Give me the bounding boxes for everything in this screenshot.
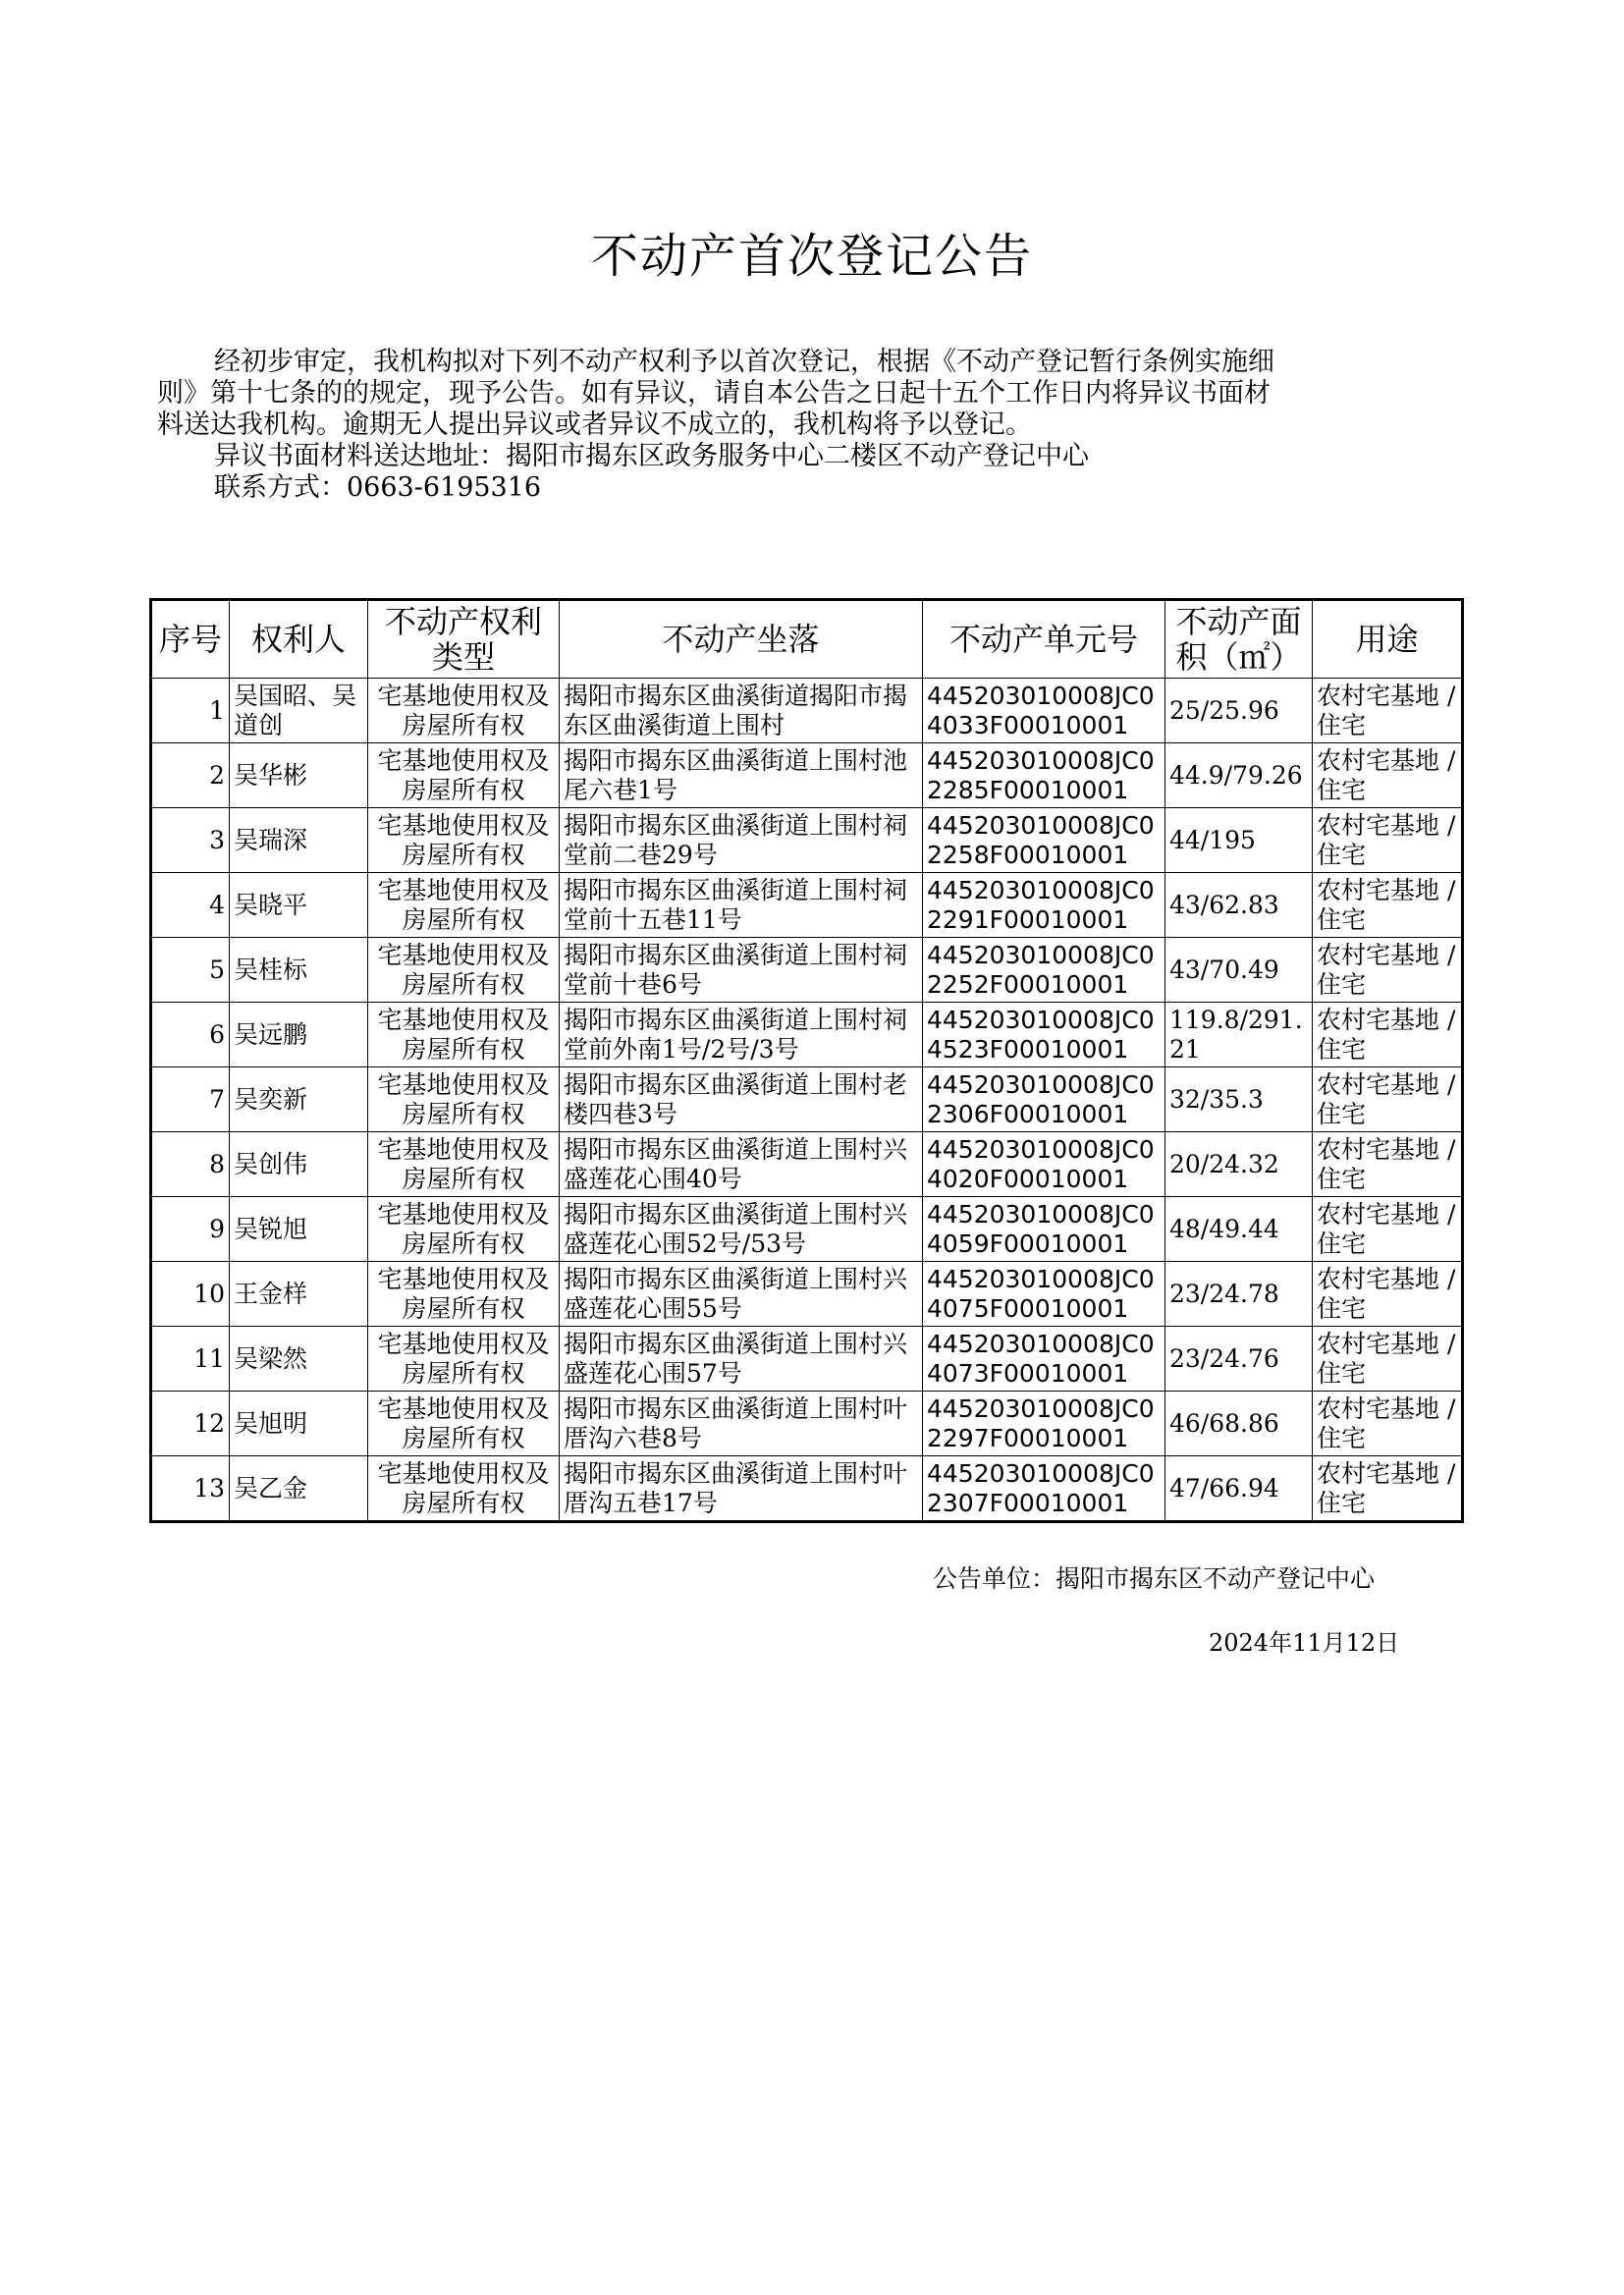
registration-table [149, 598, 1464, 1523]
cell-no: 13 [151, 1456, 230, 1522]
cell-no: 4 [151, 873, 230, 938]
cell-location: 揭阳市揭东区曲溪街道上围村祠堂前外南1号/2号/3号 [560, 1003, 923, 1067]
intro-line-3: 料送达我机构。逾期无人提出异议或者异议不成立的，我机构将予以登记。 [157, 410, 1032, 440]
header-use: 用途 [1313, 600, 1463, 679]
cell-area: 43/70.49 [1165, 938, 1313, 1003]
cell-unit: 445203010008JC02297F00010001 [923, 1392, 1165, 1456]
cell-location: 揭阳市揭东区曲溪街道上围村兴盛莲花心围55号 [560, 1262, 923, 1327]
table-row [151, 1327, 1463, 1392]
cell-unit: 445203010008JC04059F00010001 [923, 1197, 1165, 1262]
cell-unit: 445203010008JC02306F00010001 [923, 1067, 1165, 1132]
cell-holder: 吴远鹏 [230, 1003, 368, 1067]
cell-type: 宅基地使用权及房屋所有权 [368, 1392, 560, 1456]
cell-no: 7 [151, 1067, 230, 1132]
cell-type: 宅基地使用权及房屋所有权 [368, 873, 560, 938]
cell-location: 揭阳市揭东区曲溪街道揭阳市揭东区曲溪街道上围村 [560, 679, 923, 743]
intro-text [157, 347, 1463, 504]
cell-area: 43/62.83 [1165, 873, 1313, 938]
table-row [151, 1132, 1463, 1197]
cell-unit: 445203010008JC04073F00010001 [923, 1327, 1165, 1392]
page-title: 不动产首次登记公告 [590, 229, 1033, 284]
cell-type: 宅基地使用权及房屋所有权 [368, 808, 560, 873]
cell-location: 揭阳市揭东区曲溪街道上围村池尾六巷1号 [560, 743, 923, 808]
cell-type: 宅基地使用权及房屋所有权 [368, 1132, 560, 1197]
header-holder: 权利人 [230, 600, 368, 679]
cell-type: 宅基地使用权及房屋所有权 [368, 938, 560, 1003]
cell-holder: 吴乙金 [230, 1456, 368, 1522]
intro-line-2: 则》第十七条的的规定，现予公告。如有异议，请自本公告之日起十五个工作日内将异议书面材 [157, 378, 1271, 409]
table-row [151, 1003, 1463, 1067]
table-row [151, 808, 1463, 873]
cell-holder: 吴桂标 [230, 938, 368, 1003]
cell-type: 宅基地使用权及房屋所有权 [368, 1197, 560, 1262]
cell-no: 2 [151, 743, 230, 808]
cell-unit: 445203010008JC04033F00010001 [923, 679, 1165, 743]
cell-use: 农村宅基地 / 住宅 [1313, 1003, 1463, 1067]
cell-use: 农村宅基地 / 住宅 [1313, 1262, 1463, 1327]
cell-area: 25/25.96 [1165, 679, 1313, 743]
cell-unit: 445203010008JC04075F00010001 [923, 1262, 1165, 1327]
cell-use: 农村宅基地 / 住宅 [1313, 1456, 1463, 1522]
cell-holder: 吴梁然 [230, 1327, 368, 1392]
cell-holder: 王金样 [230, 1262, 368, 1327]
table-header-row [151, 600, 1463, 679]
cell-use: 农村宅基地 / 住宅 [1313, 808, 1463, 873]
cell-no: 1 [151, 679, 230, 743]
cell-location: 揭阳市揭东区曲溪街道上围村祠堂前十巷6号 [560, 938, 923, 1003]
cell-area: 44.9/79.26 [1165, 743, 1313, 808]
cell-no: 8 [151, 1132, 230, 1197]
cell-holder: 吴瑞深 [230, 808, 368, 873]
table-row [151, 679, 1463, 743]
cell-holder: 吴华彬 [230, 743, 368, 808]
cell-location: 揭阳市揭东区曲溪街道上围村祠堂前二巷29号 [560, 808, 923, 873]
cell-type: 宅基地使用权及房屋所有权 [368, 1067, 560, 1132]
cell-no: 5 [151, 938, 230, 1003]
contact-info: 联系方式：0663-6195316 [214, 472, 542, 503]
intro-line-1: 经初步审定，我机构拟对下列不动产权利予以首次登记，根据《不动产登记暂行条例实施细 [214, 347, 1274, 377]
cell-unit: 445203010008JC02258F00010001 [923, 808, 1165, 873]
cell-holder: 吴晓平 [230, 873, 368, 938]
cell-holder: 吴国昭、吴道创 [230, 679, 368, 743]
cell-no: 10 [151, 1262, 230, 1327]
cell-holder: 吴创伟 [230, 1132, 368, 1197]
table-row [151, 1456, 1463, 1522]
table-row [151, 1067, 1463, 1132]
cell-use: 农村宅基地 / 住宅 [1313, 679, 1463, 743]
cell-no: 6 [151, 1003, 230, 1067]
cell-type: 宅基地使用权及房屋所有权 [368, 1262, 560, 1327]
cell-area: 46/68.86 [1165, 1392, 1313, 1456]
header-type: 不动产权利类型 [368, 600, 560, 679]
cell-no: 9 [151, 1197, 230, 1262]
cell-location: 揭阳市揭东区曲溪街道上围村兴盛莲花心围52号/53号 [560, 1197, 923, 1262]
cell-location: 揭阳市揭东区曲溪街道上围村兴盛莲花心围40号 [560, 1132, 923, 1197]
cell-area: 47/66.94 [1165, 1456, 1313, 1522]
table-row [151, 1197, 1463, 1262]
cell-area: 44/195 [1165, 808, 1313, 873]
intro-paragraph [157, 347, 1463, 441]
cell-no: 11 [151, 1327, 230, 1392]
table-row [151, 743, 1463, 808]
cell-location: 揭阳市揭东区曲溪街道上围村兴盛莲花心围57号 [560, 1327, 923, 1392]
objection-address: 异议书面材料送达地址：揭阳市揭东区政务服务中心二楼区不动产登记中心 [214, 441, 1089, 471]
table-body [151, 679, 1463, 1522]
cell-unit: 445203010008JC04020F00010001 [923, 1132, 1165, 1197]
cell-area: 32/35.3 [1165, 1067, 1313, 1132]
cell-unit: 445203010008JC02285F00010001 [923, 743, 1165, 808]
cell-unit: 445203010008JC02307F00010001 [923, 1456, 1165, 1522]
header-location: 不动产坐落 [560, 600, 923, 679]
cell-use: 农村宅基地 / 住宅 [1313, 743, 1463, 808]
table-row [151, 938, 1463, 1003]
notice-date: 2024年11月12日 [1209, 1629, 1400, 1657]
cell-type: 宅基地使用权及房屋所有权 [368, 1456, 560, 1522]
table-row [151, 873, 1463, 938]
cell-no: 12 [151, 1392, 230, 1456]
cell-area: 23/24.76 [1165, 1327, 1313, 1392]
cell-area: 23/24.78 [1165, 1262, 1313, 1327]
cell-holder: 吴奕新 [230, 1067, 368, 1132]
cell-use: 农村宅基地 / 住宅 [1313, 1197, 1463, 1262]
header-no: 序号 [151, 600, 230, 679]
cell-use: 农村宅基地 / 住宅 [1313, 1327, 1463, 1392]
cell-holder: 吴锐旭 [230, 1197, 368, 1262]
header-area: 不动产面积（㎡） [1165, 600, 1313, 679]
cell-use: 农村宅基地 / 住宅 [1313, 873, 1463, 938]
header-unit: 不动产单元号 [923, 600, 1165, 679]
cell-use: 农村宅基地 / 住宅 [1313, 1392, 1463, 1456]
cell-location: 揭阳市揭东区曲溪街道上围村叶厝沟五巷17号 [560, 1456, 923, 1522]
cell-type: 宅基地使用权及房屋所有权 [368, 1327, 560, 1392]
cell-unit: 445203010008JC02291F00010001 [923, 873, 1165, 938]
cell-use: 农村宅基地 / 住宅 [1313, 1067, 1463, 1132]
cell-location: 揭阳市揭东区曲溪街道上围村祠堂前十五巷11号 [560, 873, 923, 938]
cell-holder: 吴旭明 [230, 1392, 368, 1456]
cell-no: 3 [151, 808, 230, 873]
cell-type: 宅基地使用权及房屋所有权 [368, 743, 560, 808]
cell-use: 农村宅基地 / 住宅 [1313, 938, 1463, 1003]
cell-type: 宅基地使用权及房屋所有权 [368, 679, 560, 743]
cell-location: 揭阳市揭东区曲溪街道上围村叶厝沟六巷8号 [560, 1392, 923, 1456]
cell-area: 119.8/291.21 [1165, 1003, 1313, 1067]
table-row [151, 1262, 1463, 1327]
table-row [151, 1392, 1463, 1456]
cell-unit: 445203010008JC02252F00010001 [923, 938, 1165, 1003]
cell-area: 48/49.44 [1165, 1197, 1313, 1262]
cell-type: 宅基地使用权及房屋所有权 [368, 1003, 560, 1067]
cell-location: 揭阳市揭东区曲溪街道上围村老楼四巷3号 [560, 1067, 923, 1132]
cell-unit: 445203010008JC04523F00010001 [923, 1003, 1165, 1067]
issuing-unit: 公告单位：揭阳市揭东区不动产登记中心 [933, 1564, 1376, 1593]
cell-area: 20/24.32 [1165, 1132, 1313, 1197]
cell-use: 农村宅基地 / 住宅 [1313, 1132, 1463, 1197]
